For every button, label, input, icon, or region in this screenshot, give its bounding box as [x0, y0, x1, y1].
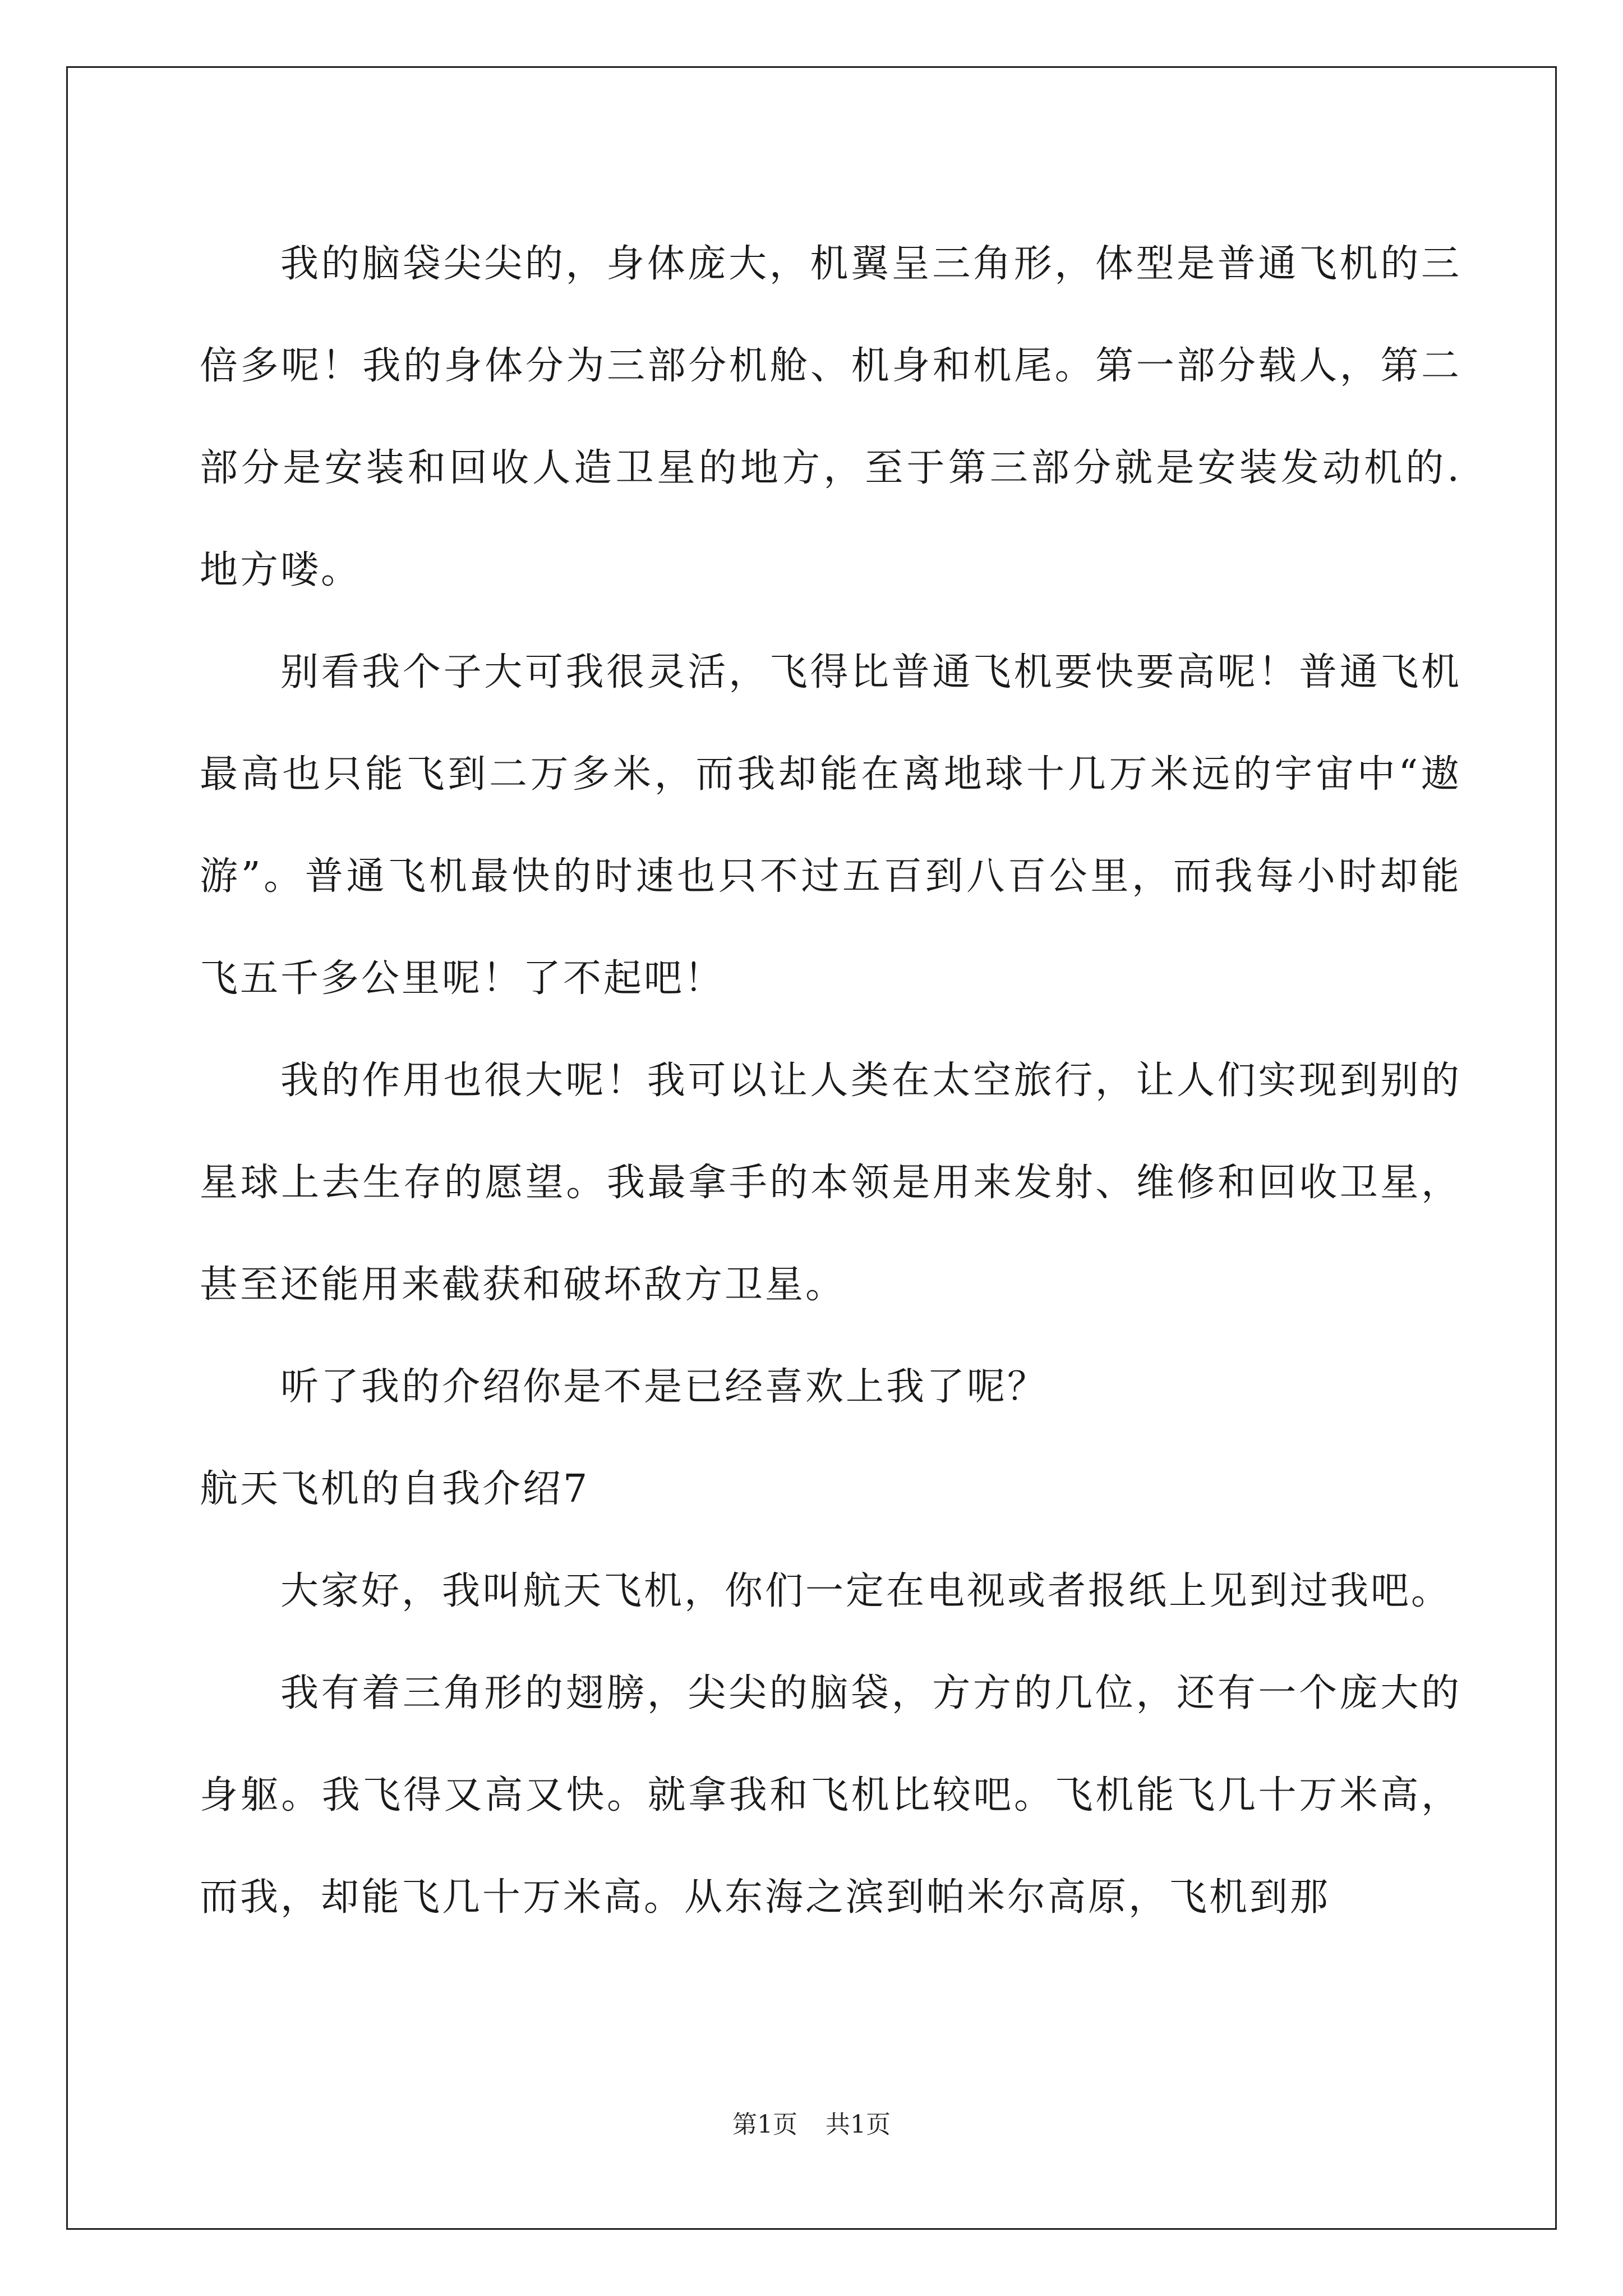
paragraph-2: 别看我个子大可我很灵活，飞得比普通飞机要快要高呢！普通飞机最高也只能飞到二万多米，而我却能在离地球十几万米远的宇宙中“遨游”。普通飞机最快的时速也只不过五百到八百公里，而我每小时却能飞五千多公里呢！了不起吧！ [200, 650, 1461, 1001]
paragraph-3: 我的作用也很大呢！我可以让人类在太空旅行，让人们实现到别的星球上去生存的愿望。我最拿手的本领是用来发射、维修和回收卫星，甚至还能用来截获和破坏敌方卫星。 [200, 1059, 1461, 1307]
page-footer [0, 2108, 1623, 2142]
paragraph-4: 听了我的介绍你是不是已经喜欢上我了呢？ [280, 1365, 1048, 1409]
page-total: 共1页 [826, 2110, 891, 2139]
document-body [200, 213, 1461, 1949]
paragraph-5: 大家好，我叫航天飞机，你们一定在电视或者报纸上见到过我吧。 [280, 1569, 1452, 1613]
section-heading: 航天飞机的自我介绍7 [200, 1467, 590, 1511]
page-number: 第1页 [732, 2110, 797, 2139]
paragraph-6: 我有着三角形的翅膀，尖尖的脑袋，方方的几位，还有一个庞大的身躯。我飞得又高又快。就拿我和飞机比较吧。飞机能飞几十万米高，而我，却能飞几十万米高。从东海之滨到帕米尔高原，飞机到那 [200, 1671, 1461, 1920]
paragraph-1: 我的脑袋尖尖的，身体庞大，机翼呈三角形，体型是普通飞机的三倍多呢！我的身体分为三部分机舱、机身和机尾。第一部分载人，第二部分是安装和回收人造卫星的地方，至于第三部分就是安装发动机的.地方喽。 [200, 242, 1461, 592]
